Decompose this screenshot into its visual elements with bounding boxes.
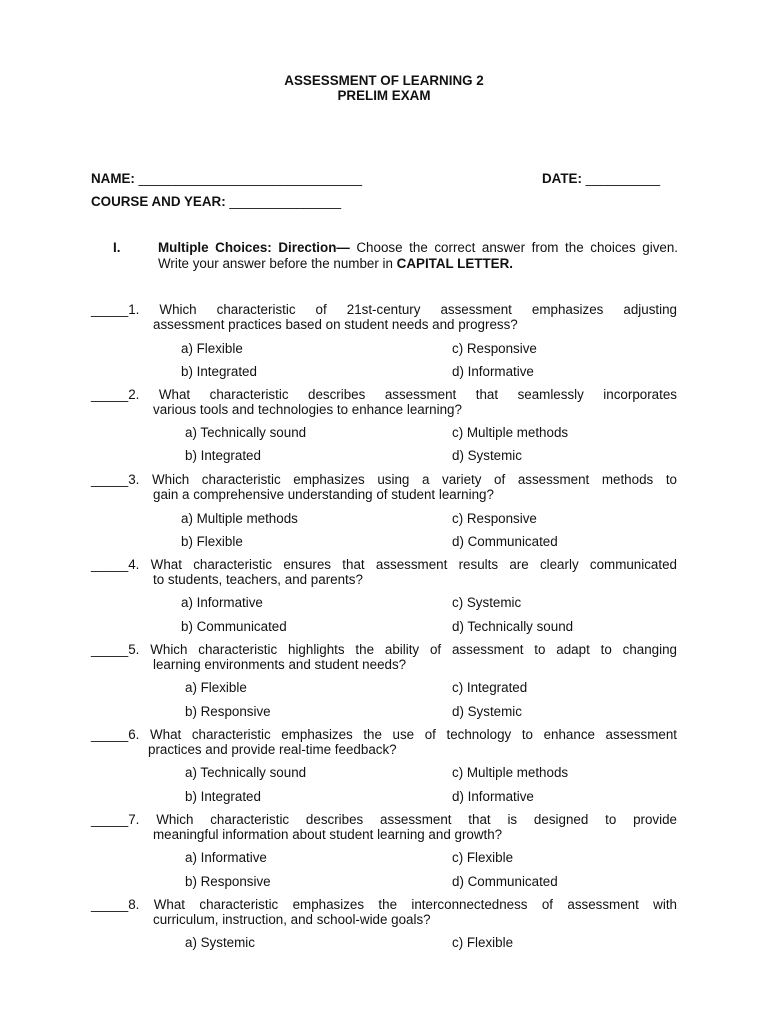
- date-blank[interactable]: __________: [585, 171, 661, 186]
- question-8-text: _____8. What characteristic emphasizes the interconnectedness of assessment with: [91, 897, 677, 912]
- question-3-text-cont: gain a comprehensive understanding of student learning?: [153, 487, 494, 502]
- question-6-option-b[interactable]: b) Integrated: [185, 789, 261, 804]
- question-3-text: _____3. Which characteristic emphasizes using a variety of assessment methods to: [91, 472, 677, 487]
- course-blank[interactable]: _______________: [229, 194, 342, 209]
- question-7-text-cont: meaningful information about student learning and growth?: [153, 827, 503, 842]
- section-heading: Multiple Choices: Direction—: [158, 240, 350, 255]
- question-4-option-d[interactable]: d) Technically sound: [452, 619, 574, 634]
- question-8-text-cont: curriculum, instruction, and school-wide goals?: [153, 912, 431, 927]
- section-number: I.: [113, 240, 121, 255]
- question-1-text-cont: assessment practices based on student needs and progress?: [153, 317, 518, 332]
- question-5-option-b[interactable]: b) Responsive: [185, 704, 271, 719]
- question-5-text: _____5. Which characteristic highlights the ability of assessment to adapt to changing: [91, 642, 677, 657]
- question-6-option-a[interactable]: a) Technically sound: [185, 765, 307, 780]
- date-label: DATE:: [542, 171, 582, 186]
- question-4-option-b[interactable]: b) Communicated: [181, 619, 287, 634]
- section-emphasis: CAPITAL LETTER.: [396, 256, 513, 271]
- question-7-option-c[interactable]: c) Flexible: [452, 850, 514, 865]
- question-5-option-a[interactable]: a) Flexible: [185, 680, 247, 695]
- exam-title: ASSESSMENT OF LEARNING 2: [284, 73, 484, 88]
- course-label: COURSE AND YEAR:: [91, 194, 226, 209]
- name-row: [91, 171, 362, 186]
- question-1-option-a[interactable]: a) Flexible: [181, 341, 243, 356]
- section-instruction: Choose the correct answer from the choices given. Write your answer before the number in: [158, 240, 679, 271]
- question-5-option-c[interactable]: c) Integrated: [452, 680, 528, 695]
- question-7-option-a[interactable]: a) Informative: [185, 850, 267, 865]
- question-1-option-c[interactable]: c) Responsive: [452, 341, 537, 356]
- question-7-text: _____7. Which characteristic describes assessment that is designed to provide: [91, 812, 677, 827]
- question-8-option-a[interactable]: a) Systemic: [185, 935, 255, 950]
- question-1-text: _____1. Which characteristic of 21st-century assessment emphasizes adjusting: [91, 302, 677, 317]
- question-2-text-cont: various tools and technologies to enhance learning?: [153, 402, 462, 417]
- question-6-text-cont: practices and provide real-time feedback?: [148, 742, 397, 757]
- question-2-option-c[interactable]: c) Multiple methods: [452, 425, 569, 440]
- question-4-option-c[interactable]: c) Systemic: [452, 595, 522, 610]
- question-6-text: _____6. What characteristic emphasizes the use of technology to enhance assessment: [91, 727, 677, 742]
- question-7-option-d[interactable]: d) Communicated: [452, 874, 558, 889]
- question-4-text: _____4. What characteristic ensures that assessment results are clearly communicated: [91, 557, 677, 572]
- question-1-option-b[interactable]: b) Integrated: [181, 364, 257, 379]
- section-directions: [158, 240, 678, 272]
- question-7-option-b[interactable]: b) Responsive: [185, 874, 271, 889]
- date-row: [542, 171, 660, 186]
- question-3-option-b[interactable]: b) Flexible: [181, 534, 243, 549]
- question-3-option-c[interactable]: c) Responsive: [452, 511, 537, 526]
- question-2-option-b[interactable]: b) Integrated: [185, 448, 261, 463]
- question-4-option-a[interactable]: a) Informative: [181, 595, 263, 610]
- question-8-option-c[interactable]: c) Flexible: [452, 935, 514, 950]
- question-5-option-d[interactable]: d) Systemic: [452, 704, 522, 719]
- question-2-text: _____2. What characteristic describes assessment that seamlessly incorporates: [91, 387, 677, 402]
- name-label: NAME:: [91, 171, 135, 186]
- question-3-option-d[interactable]: d) Communicated: [452, 534, 558, 549]
- question-4-text-cont: to students, teachers, and parents?: [153, 572, 363, 587]
- question-2-option-a[interactable]: a) Technically sound: [185, 425, 307, 440]
- question-5-text-cont: learning environments and student needs?: [153, 657, 407, 672]
- question-3-option-a[interactable]: a) Multiple methods: [181, 511, 298, 526]
- course-row: [91, 194, 341, 209]
- question-1-option-d[interactable]: d) Informative: [452, 364, 534, 379]
- exam-subtitle: PRELIM EXAM: [337, 88, 431, 103]
- question-6-option-d[interactable]: d) Informative: [452, 789, 534, 804]
- name-blank[interactable]: ______________________________: [138, 171, 363, 186]
- question-2-option-d[interactable]: d) Systemic: [452, 448, 522, 463]
- question-6-option-c[interactable]: c) Multiple methods: [452, 765, 569, 780]
